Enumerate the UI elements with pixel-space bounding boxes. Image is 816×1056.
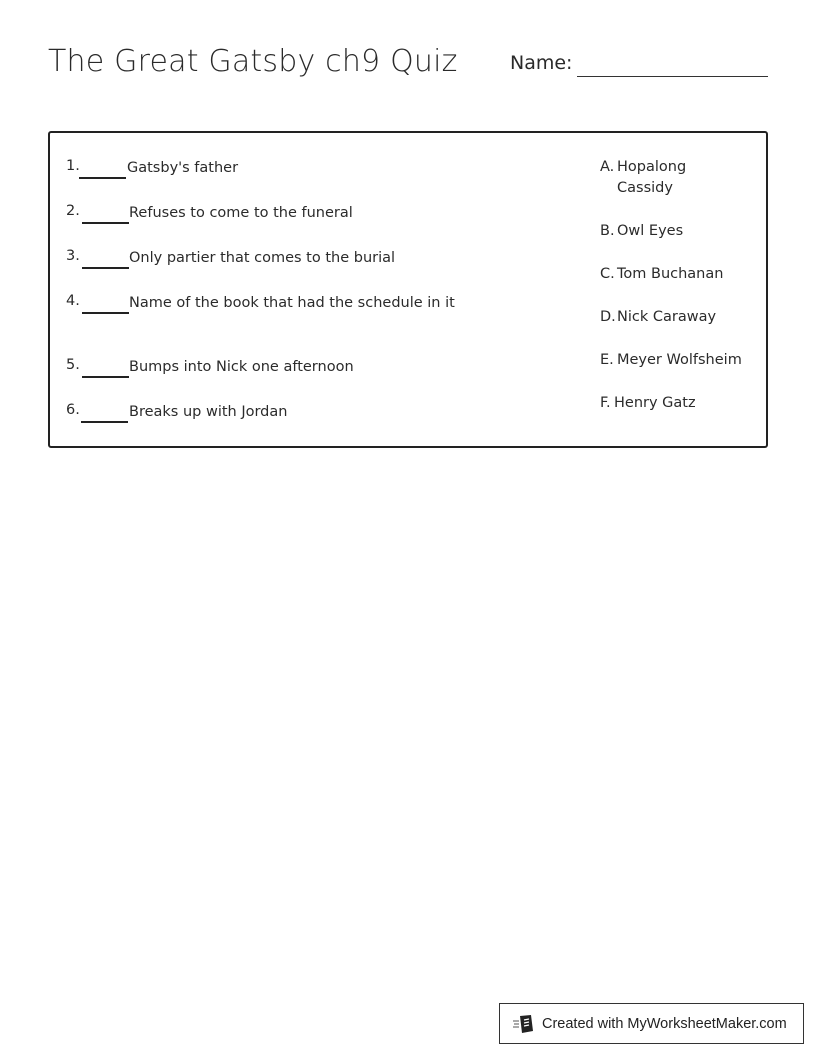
question-number: 2. [66,203,80,219]
name-label: Name: [510,52,573,74]
answer-blank[interactable] [82,312,129,314]
answer-blank[interactable] [82,376,129,378]
page-title: The Great Gatsby ch9 Quiz [48,44,458,79]
question-text: Bumps into Nick one afternoon [129,359,354,375]
option-letter: E. [600,352,614,368]
worksheet-logo-icon [512,1012,536,1036]
option-letter: F. [600,395,611,411]
question-text: Name of the book that had the schedule in it [129,295,455,311]
footer-text: Created with MyWorksheetMaker.com [542,1015,787,1032]
question-number: 5. [66,357,80,373]
option-item [600,307,760,328]
option-text: Hopalong Cassidy [617,159,687,196]
answer-blank[interactable] [82,222,129,224]
option-text: Tom Buchanan [617,266,724,282]
question-number: 1. [66,158,80,174]
answer-blank[interactable] [81,421,128,423]
question-text: Only partier that comes to the burial [129,250,396,266]
name-field[interactable] [577,76,768,77]
option-letter: B. [600,223,615,239]
question-number: 4. [66,293,80,309]
option-text: Meyer Wolfsheim [617,352,742,368]
option-letter: A. [600,159,615,175]
answer-blank[interactable] [82,267,129,269]
question-text: Breaks up with Jordan [129,404,288,420]
answer-blank[interactable] [79,177,126,179]
question-number: 3. [66,248,80,264]
question-text: Gatsby's father [127,160,239,176]
question-number: 6. [66,402,80,418]
option-item [600,157,760,199]
question-text: Refuses to come to the funeral [129,205,353,221]
option-text: Owl Eyes [617,223,684,239]
footer-badge[interactable] [499,1003,804,1044]
option-text: Nick Caraway [617,309,717,325]
option-item [600,393,760,414]
option-item [600,221,760,242]
option-text: Henry Gatz [614,395,696,411]
option-item [600,264,760,285]
option-item [600,350,760,371]
option-letter: C. [600,266,615,282]
option-letter: D. [600,309,616,325]
